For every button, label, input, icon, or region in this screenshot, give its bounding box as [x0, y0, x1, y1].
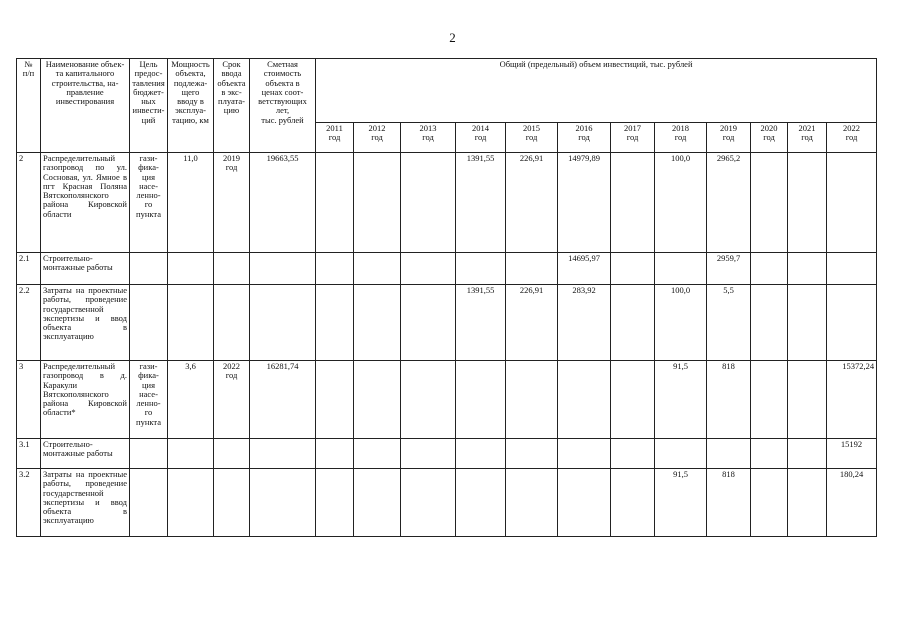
row-num: 2.1	[17, 253, 41, 285]
deadline-cell	[214, 469, 250, 537]
table-row	[17, 469, 877, 537]
header-num: № п/п	[17, 59, 41, 153]
capacity-cell: 3,6	[168, 361, 214, 439]
row-num: 3	[17, 361, 41, 439]
value-2014: 1391,55	[456, 285, 506, 361]
cost-cell	[250, 285, 316, 361]
header-total-investment: Общий (предельный) объем инвестиций, тыс. рублей	[316, 59, 877, 123]
table-row	[17, 439, 877, 469]
value-2019	[707, 439, 751, 469]
object-name: Строительно-монтажные работы	[41, 253, 130, 285]
table-row	[17, 285, 877, 361]
header-capacity: Мощность объекта, подлежа- щего вводу в эксплуа- тацию, км	[168, 59, 214, 153]
object-name: Распределительный газопровод по ул. Сосновая, ул. Ямное в пгт Красная Поляна Вятскополянского района Кировской области	[41, 153, 130, 253]
value-2019: 5,5	[707, 285, 751, 361]
deadline-cell	[214, 439, 250, 469]
value-2014	[456, 361, 506, 439]
value-2022: 15372,24	[827, 361, 877, 439]
purpose-cell	[130, 439, 168, 469]
investment-table	[16, 58, 877, 537]
row-num: 2	[17, 153, 41, 253]
cost-cell	[250, 439, 316, 469]
value-2019: 2965,2	[707, 153, 751, 253]
value-2022	[827, 285, 877, 361]
value-2019: 818	[707, 469, 751, 537]
deadline-cell	[214, 253, 250, 285]
value-2015	[506, 439, 558, 469]
year-2017: 2017 год	[611, 123, 655, 153]
object-name: Строительно-монтажные работы	[41, 439, 130, 469]
header-name: Наименование объек- та капитального строительства, на- правление инвестирования	[41, 59, 130, 153]
year-2013: 2013 год	[401, 123, 456, 153]
value-2016: 14695,97	[558, 253, 611, 285]
value-2022	[827, 253, 877, 285]
value-2014	[456, 469, 506, 537]
purpose-cell	[130, 285, 168, 361]
deadline-cell: 2019 год	[214, 153, 250, 253]
deadline-cell	[214, 285, 250, 361]
page-number: 2	[449, 30, 456, 45]
object-name: Распределительный газопровод в д. Каракули Вятскополянского района Кировской области*	[41, 361, 130, 439]
table-row	[17, 253, 877, 285]
year-2016: 2016 год	[558, 123, 611, 153]
capacity-cell	[168, 469, 214, 537]
purpose-cell	[130, 469, 168, 537]
value-2014: 1391,55	[456, 153, 506, 253]
value-2022: 180,24	[827, 469, 877, 537]
value-2019: 2959,7	[707, 253, 751, 285]
value-2016	[558, 439, 611, 469]
value-2016	[558, 469, 611, 537]
year-2014: 2014 год	[456, 123, 506, 153]
value-2015	[506, 361, 558, 439]
capacity-cell	[168, 285, 214, 361]
value-2022: 15192	[827, 439, 877, 469]
year-2021: 2021 год	[788, 123, 827, 153]
capacity-cell	[168, 439, 214, 469]
year-2011: 2011 год	[316, 123, 354, 153]
value-2015	[506, 253, 558, 285]
row-num: 2.2	[17, 285, 41, 361]
table-row	[17, 361, 877, 439]
purpose-cell	[130, 253, 168, 285]
object-name: Затраты на проектные работы, проведение государственной экспертизы и ввод объекта в эксплуатацию	[41, 469, 130, 537]
value-2016	[558, 361, 611, 439]
row-num: 3.1	[17, 439, 41, 469]
cost-cell	[250, 469, 316, 537]
value-2018: 91,5	[655, 361, 707, 439]
table-row	[17, 153, 877, 253]
value-2018: 91,5	[655, 469, 707, 537]
value-2016: 14979,89	[558, 153, 611, 253]
object-name: Затраты на проектные работы, проведение государственной экспертизы и ввод объекта в эксплуатацию	[41, 285, 130, 361]
purpose-cell: гази- фика- ция насе- ленно- го пункта	[130, 153, 168, 253]
year-2012: 2012 год	[354, 123, 401, 153]
value-2018: 100,0	[655, 153, 707, 253]
header-purpose: Цель предос- тавления бюджет- ных инвести- ций	[130, 59, 168, 153]
year-2019: 2019 год	[707, 123, 751, 153]
purpose-cell: гази- фика- ция насе- ленно- го пункта	[130, 361, 168, 439]
cost-cell: 16281,74	[250, 361, 316, 439]
value-2022	[827, 153, 877, 253]
value-2018	[655, 253, 707, 285]
header-cost: Сметная стоимость объекта в ценах соот- ветствующих лет, тыс. рублей	[250, 59, 316, 153]
value-2016: 283,92	[558, 285, 611, 361]
value-2014	[456, 253, 506, 285]
year-2022: 2022 год	[827, 123, 877, 153]
header-deadline: Срок ввода объекта в экс- плуата- цию	[214, 59, 250, 153]
year-2015: 2015 год	[506, 123, 558, 153]
capacity-cell	[168, 253, 214, 285]
year-2018: 2018 год	[655, 123, 707, 153]
value-2019: 818	[707, 361, 751, 439]
cost-cell: 19663,55	[250, 153, 316, 253]
year-2020: 2020 год	[751, 123, 788, 153]
value-2015: 226,91	[506, 153, 558, 253]
deadline-cell: 2022 год	[214, 361, 250, 439]
value-2018	[655, 439, 707, 469]
value-2015: 226,91	[506, 285, 558, 361]
value-2015	[506, 469, 558, 537]
capacity-cell: 11,0	[168, 153, 214, 253]
value-2014	[456, 439, 506, 469]
cost-cell	[250, 253, 316, 285]
value-2018: 100,0	[655, 285, 707, 361]
row-num: 3.2	[17, 469, 41, 537]
